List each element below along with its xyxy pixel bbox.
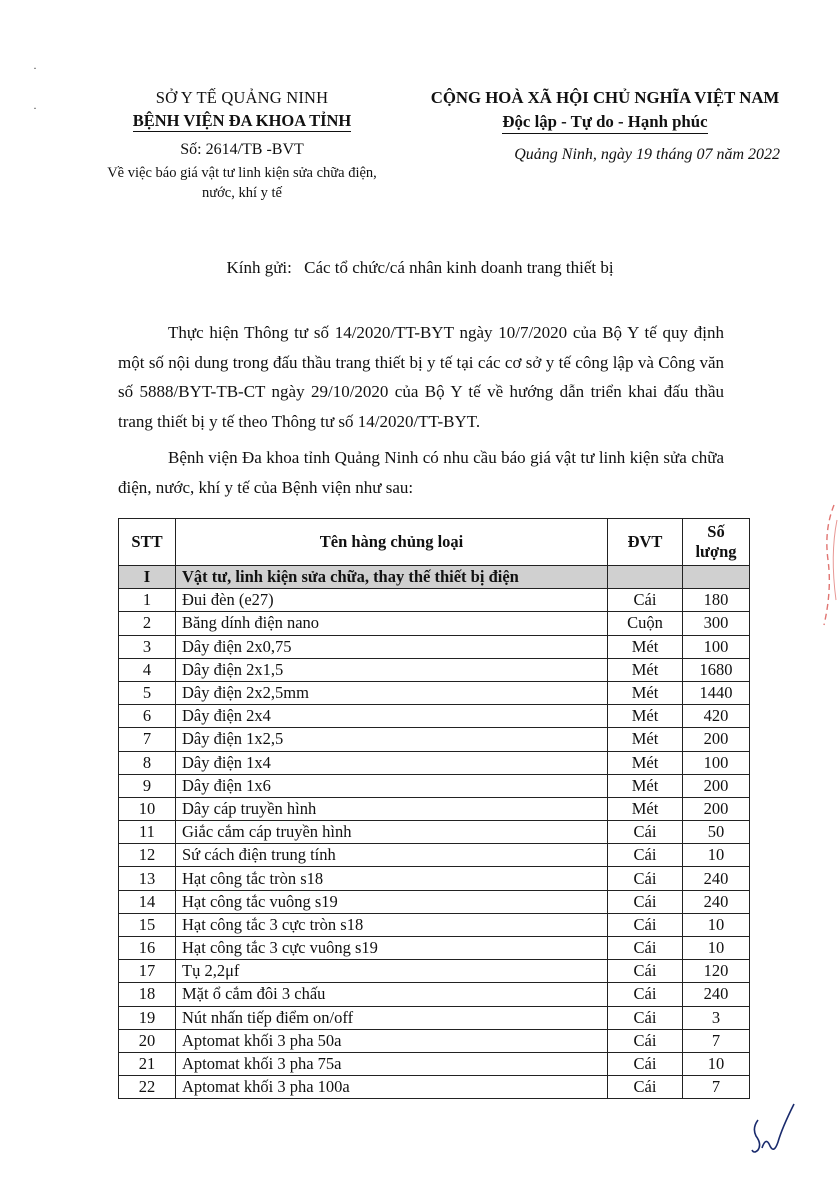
hospital-name: [92, 111, 392, 131]
row-stt: 20: [119, 1029, 176, 1052]
table-row: [119, 960, 750, 983]
row-stt: 15: [119, 913, 176, 936]
row-stt: 3: [119, 635, 176, 658]
row-unit: Mét: [608, 751, 683, 774]
row-qty: 50: [683, 821, 750, 844]
national-title: CỘNG HOÀ XÃ HỘI CHỦ NGHĨA VIỆT NAM: [430, 88, 780, 107]
header-qty-line-2: lượng: [695, 542, 737, 561]
signature-icon: [748, 1098, 804, 1158]
row-qty: 10: [683, 844, 750, 867]
row-unit: Cái: [608, 1006, 683, 1029]
table-row: [119, 937, 750, 960]
row-unit: Cái: [608, 821, 683, 844]
row-name: Giắc cắm cáp truyền hình: [176, 821, 608, 844]
row-unit: Cái: [608, 890, 683, 913]
row-qty: 1440: [683, 681, 750, 704]
row-qty: 300: [683, 612, 750, 635]
section-stt: I: [119, 566, 176, 589]
table-row: [119, 913, 750, 936]
document-subject: [92, 163, 392, 203]
table-row: [119, 635, 750, 658]
table-row: [119, 844, 750, 867]
row-qty: 120: [683, 960, 750, 983]
row-unit: Cuộn: [608, 612, 683, 635]
row-name: Dây điện 2x1,5: [176, 658, 608, 681]
row-name: Hạt công tắc 3 cực tròn s18: [176, 913, 608, 936]
row-qty: 100: [683, 635, 750, 658]
row-name: Đui đèn (e27): [176, 589, 608, 612]
row-unit: Cái: [608, 844, 683, 867]
row-stt: 2: [119, 612, 176, 635]
items-table: [118, 518, 750, 1099]
table-row: [119, 1052, 750, 1075]
section-qty: [683, 566, 750, 589]
row-unit: Cái: [608, 1052, 683, 1075]
body-paragraph-1-text: Thực hiện Thông tư số 14/2020/TT-BYT ngày 10/7/2020 của Bộ Y tế quy định một số nội dung trong đấu thầu trang thiết bị y tế tại các cơ sở y tế công lập và Công văn số 5888/BYT-TB-CT ngày 29/10/2020 của Bộ Y tế về hướng dẫn triển khai đấu thầu trang thiết bị y tế theo Thông tư số 14/2020/TT-BYT.: [118, 323, 724, 431]
scan-specks: · ·: [33, 61, 37, 115]
header-name: Tên hàng chủng loại: [176, 519, 608, 566]
table-row: [119, 681, 750, 704]
table-row: [119, 1006, 750, 1029]
body-paragraph-1: [118, 318, 724, 436]
row-qty: 200: [683, 774, 750, 797]
row-stt: 14: [119, 890, 176, 913]
subject-line-2: nước, khí y tế: [202, 185, 282, 201]
table-row: [119, 1029, 750, 1052]
row-stt: 16: [119, 937, 176, 960]
row-qty: 200: [683, 728, 750, 751]
row-name: Aptomat khối 3 pha 75a: [176, 1052, 608, 1075]
row-unit: Mét: [608, 728, 683, 751]
row-name: Hạt công tắc 3 cực vuông s19: [176, 937, 608, 960]
row-qty: 3: [683, 1006, 750, 1029]
table-row: [119, 821, 750, 844]
row-qty: 200: [683, 797, 750, 820]
row-unit: Mét: [608, 658, 683, 681]
row-name: Dây điện 1x2,5: [176, 728, 608, 751]
table-row: [119, 867, 750, 890]
row-unit: Cái: [608, 937, 683, 960]
row-unit: Cái: [608, 1076, 683, 1099]
row-qty: 100: [683, 751, 750, 774]
section-row: [119, 566, 750, 589]
row-qty: 240: [683, 867, 750, 890]
row-name: Dây điện 1x4: [176, 751, 608, 774]
row-name: Mặt ổ cắm đôi 3 chấu: [176, 983, 608, 1006]
row-name: Tụ 2,2μf: [176, 960, 608, 983]
row-qty: 10: [683, 913, 750, 936]
row-stt: 10: [119, 797, 176, 820]
row-name: Dây cáp truyền hình: [176, 797, 608, 820]
row-name: Dây điện 2x4: [176, 705, 608, 728]
row-name: Dây điện 1x6: [176, 774, 608, 797]
row-qty: 10: [683, 1052, 750, 1075]
row-name: Nút nhấn tiếp điểm on/off: [176, 1006, 608, 1029]
table-row: [119, 728, 750, 751]
recipient-line: [0, 258, 840, 278]
row-stt: 8: [119, 751, 176, 774]
row-qty: 1680: [683, 658, 750, 681]
row-unit: Mét: [608, 774, 683, 797]
row-stt: 21: [119, 1052, 176, 1075]
row-unit: Mét: [608, 705, 683, 728]
body-paragraph-2: [118, 443, 724, 502]
row-qty: 7: [683, 1029, 750, 1052]
row-stt: 7: [119, 728, 176, 751]
body-paragraph-2-text: Bệnh viện Đa khoa tỉnh Quảng Ninh có nhu cầu báo giá vật tư linh kiện sửa chữa điện, nước, khí y tế của Bệnh viện như sau:: [118, 448, 724, 497]
national-motto: [390, 112, 820, 132]
national-motto-text: Độc lập - Tự do - Hạnh phúc: [502, 112, 707, 134]
recipient-value: Các tổ chức/cá nhân kinh doanh trang thiết bị: [304, 258, 614, 277]
row-name: Băng dính điện nano: [176, 612, 608, 635]
row-name: Aptomat khối 3 pha 50a: [176, 1029, 608, 1052]
table-row: [119, 1076, 750, 1099]
hospital-name-text: BỆNH VIỆN ĐA KHOA TỈNH: [132, 111, 352, 130]
issue-date: Quảng Ninh, ngày 19 tháng 07 năm 2022: [514, 146, 780, 163]
row-unit: Cái: [608, 1029, 683, 1052]
row-name: Hạt công tắc tròn s18: [176, 867, 608, 890]
table-row: [119, 751, 750, 774]
recipient-label: Kính gửi:: [226, 258, 292, 277]
row-qty: 7: [683, 1076, 750, 1099]
row-unit: Cái: [608, 589, 683, 612]
row-qty: 240: [683, 983, 750, 1006]
section-name: Vật tư, linh kiện sửa chữa, thay thế thiết bị điện: [176, 566, 608, 589]
row-stt: 22: [119, 1076, 176, 1099]
stamp-edge-icon: [820, 500, 838, 630]
header-unit: ĐVT: [608, 519, 683, 566]
parent-organization: SỞ Y TẾ QUẢNG NINH: [155, 88, 329, 107]
table-row: [119, 612, 750, 635]
row-stt: 11: [119, 821, 176, 844]
table-header-row: [119, 519, 750, 566]
row-stt: 12: [119, 844, 176, 867]
row-stt: 5: [119, 681, 176, 704]
row-stt: 4: [119, 658, 176, 681]
row-name: Dây điện 2x0,75: [176, 635, 608, 658]
national-block: [390, 88, 820, 164]
issuer-block: [92, 88, 392, 203]
row-stt: 19: [119, 1006, 176, 1029]
table-row: [119, 705, 750, 728]
row-stt: 9: [119, 774, 176, 797]
row-name: Hạt công tắc vuông s19: [176, 890, 608, 913]
row-qty: 180: [683, 589, 750, 612]
table-row: [119, 797, 750, 820]
row-stt: 13: [119, 867, 176, 890]
row-name: Sứ cách điện trung tính: [176, 844, 608, 867]
row-unit: Mét: [608, 797, 683, 820]
table-row: [119, 890, 750, 913]
header-stt: STT: [119, 519, 176, 566]
row-name: Dây điện 2x2,5mm: [176, 681, 608, 704]
row-unit: Mét: [608, 635, 683, 658]
document-number: Số: 2614/TB -BVT: [180, 141, 304, 158]
row-qty: 10: [683, 937, 750, 960]
subject-line-1: Về việc báo giá vật tư linh kiện sửa chữa điện,: [107, 165, 377, 181]
table-row: [119, 983, 750, 1006]
table-row: [119, 658, 750, 681]
row-unit: Cái: [608, 867, 683, 890]
table-row: [119, 589, 750, 612]
row-stt: 6: [119, 705, 176, 728]
table-row: [119, 774, 750, 797]
header-qty-line-1: Số: [707, 522, 725, 541]
section-unit: [608, 566, 683, 589]
row-unit: Cái: [608, 983, 683, 1006]
row-name: Aptomat khối 3 pha 100a: [176, 1076, 608, 1099]
row-stt: 1: [119, 589, 176, 612]
row-unit: Cái: [608, 913, 683, 936]
row-stt: 17: [119, 960, 176, 983]
row-unit: Mét: [608, 681, 683, 704]
header-qty: [683, 519, 750, 566]
row-qty: 420: [683, 705, 750, 728]
row-stt: 18: [119, 983, 176, 1006]
row-unit: Cái: [608, 960, 683, 983]
row-qty: 240: [683, 890, 750, 913]
